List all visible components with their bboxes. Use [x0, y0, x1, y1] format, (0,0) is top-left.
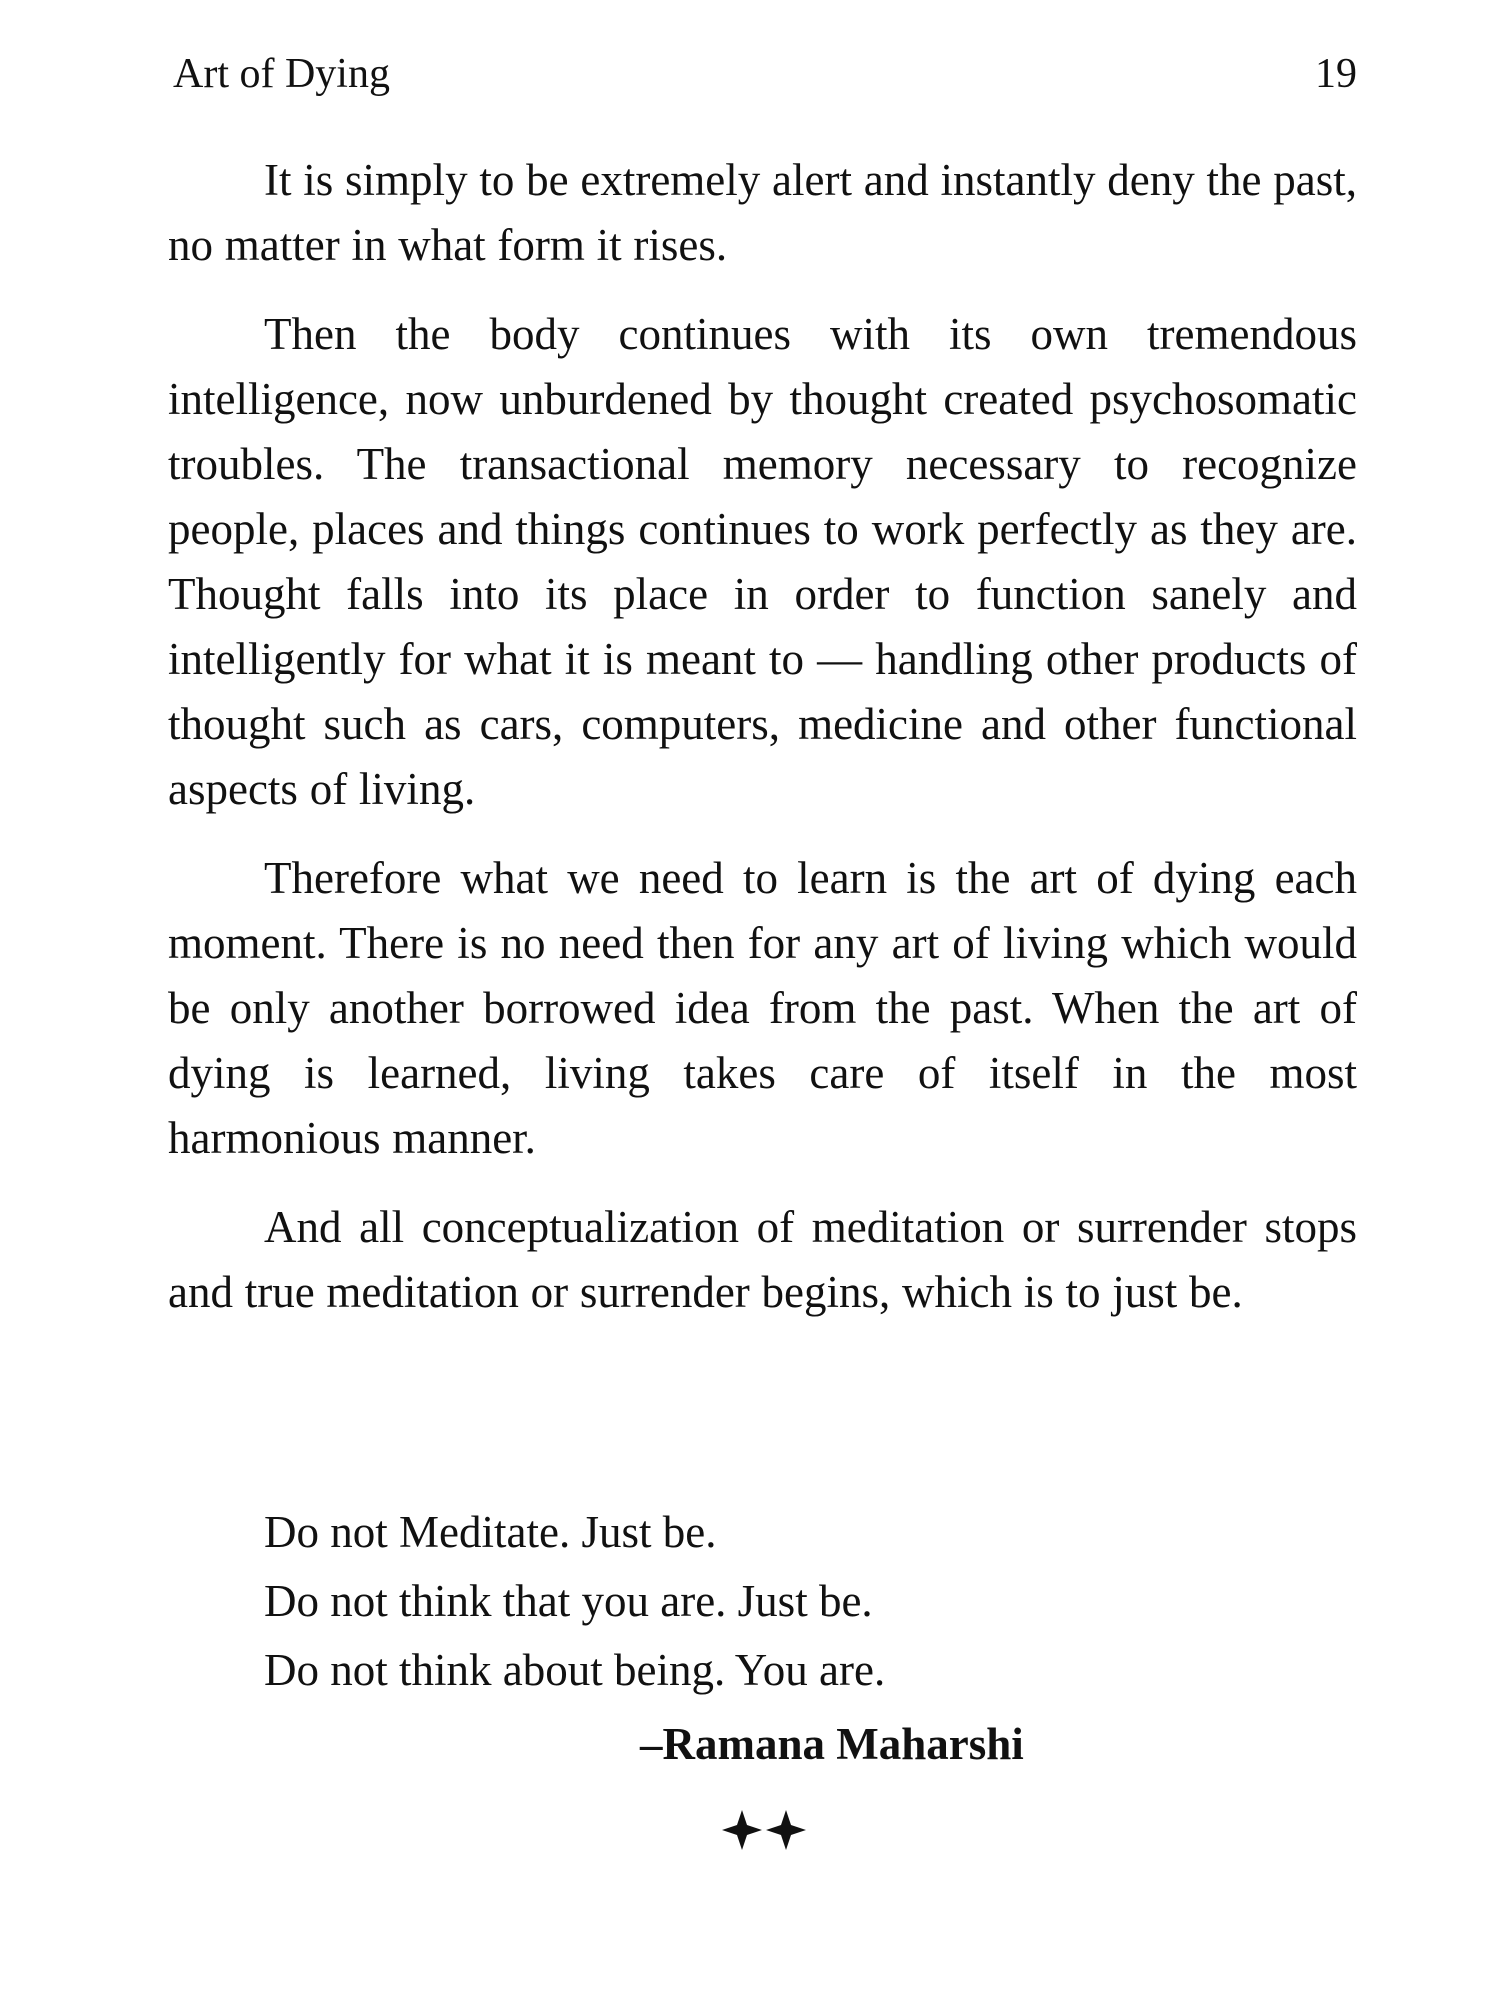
quoted-verse	[264, 1498, 1164, 1705]
four-pointed-star-pair-icon	[720, 1808, 820, 1852]
verse-line: Do not think about being. You are.	[264, 1645, 886, 1695]
page-number: 19	[1315, 51, 1357, 97]
paragraph: Then the body continues with its own tremendous intelligence, now unburdened by thought created psychosomatic troubles. The transactional memory necessary to recognize people, places and things continues to work perfectly as they are. Thought falls into its place in order to function sanely and intelligently for what it is meant to — handling other products of thought such as cars, computers, medicine and other functional aspects of living.	[168, 309, 1357, 814]
paragraph: It is simply to be extremely alert and instantly deny the past, no matter in what form it rises.	[168, 155, 1357, 270]
verse-line: Do not Meditate. Just be.	[264, 1507, 717, 1557]
quote-attribution: –Ramana Maharshi	[640, 1719, 1024, 1769]
verse-line: Do not think that you are. Just be.	[264, 1576, 873, 1626]
paragraph: Therefore what we need to learn is the art of dying each moment. There is no need then for any art of living which would be only another borrowed idea from the past. When the art of dying is learned, living takes care of itself in the most harmonious manner.	[168, 853, 1357, 1163]
paragraph: And all conceptualization of meditation or surrender stops and true meditation or surrender begins, which is to just be.	[168, 1202, 1357, 1317]
body-text	[168, 148, 1357, 1349]
running-title: Art of Dying	[173, 51, 390, 97]
